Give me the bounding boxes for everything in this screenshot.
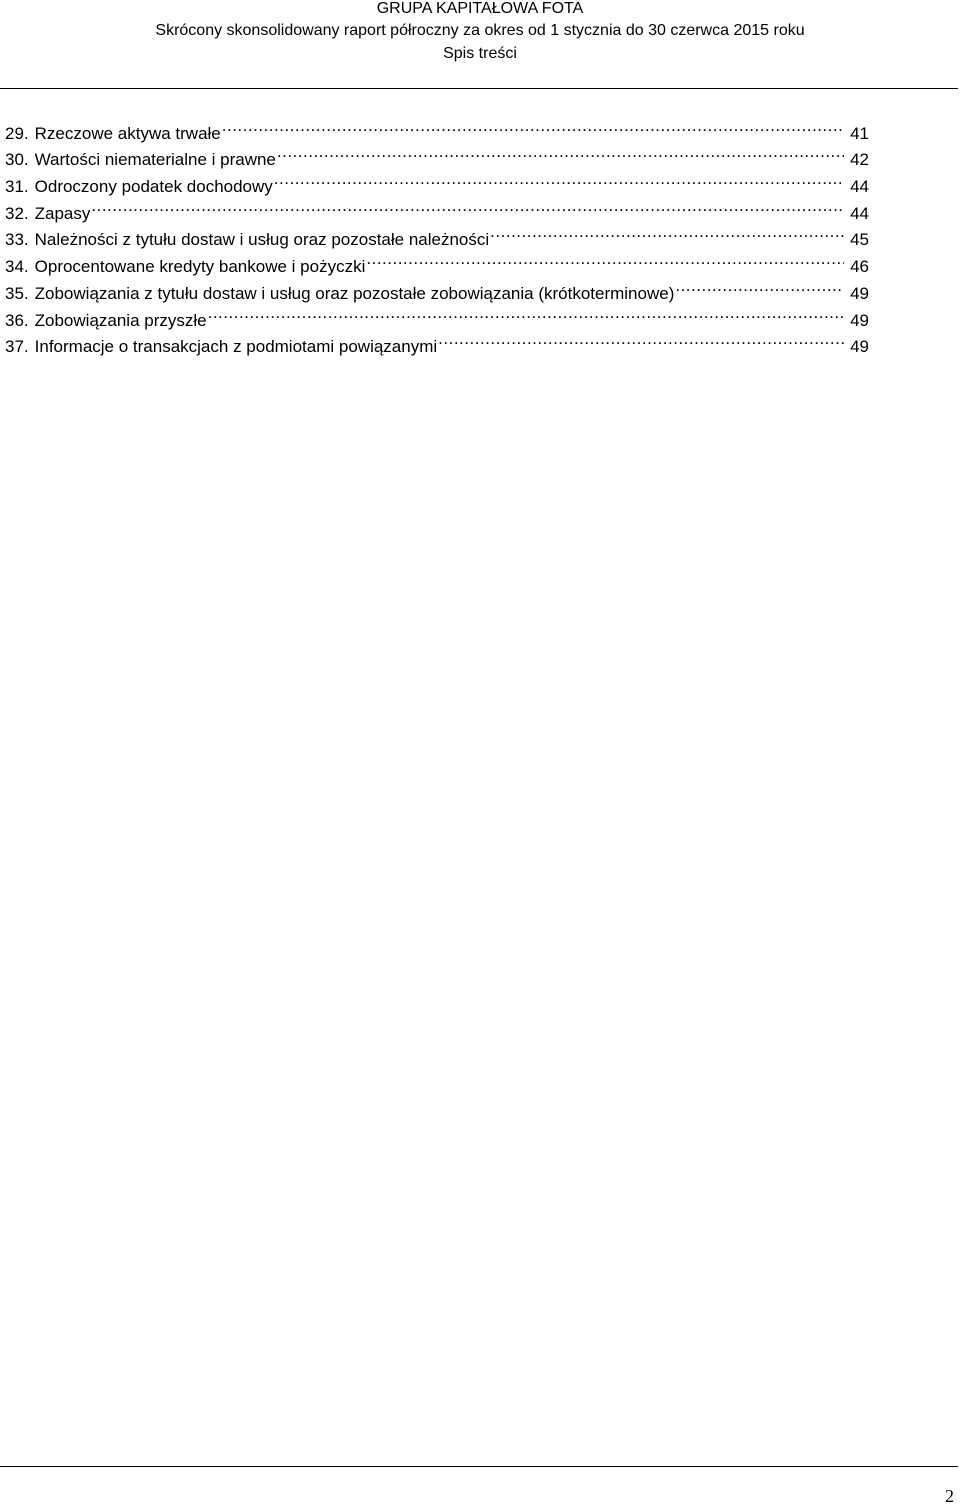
- toc-entry-title: Wartości niematerialne i prawne: [34, 150, 276, 170]
- toc-entry-page: 49: [850, 310, 869, 330]
- toc-entry-title: Informacje o transakcjach z podmiotami powiązanymi: [34, 337, 438, 357]
- toc-entry-title: Zobowiązania z tytułu dostaw i usług oraz pozostałe zobowiązania (krótkoterminowe): [34, 283, 675, 303]
- toc-entry-number: 33.: [5, 230, 29, 250]
- toc-entry-number: 34.: [5, 257, 29, 277]
- toc-entry-page: 42: [850, 150, 869, 170]
- header-divider: [0, 88, 958, 89]
- toc-entry-number: 37.: [5, 337, 29, 357]
- toc-dot-leader: [438, 326, 844, 353]
- toc-entry-title: Zapasy: [34, 203, 91, 223]
- toc-entry-page: 49: [850, 283, 869, 303]
- toc-dot-leader: [490, 219, 844, 246]
- toc-entry-29[interactable]: [5, 112, 869, 143]
- company-name: GRUPA KAPITAŁOWA FOTA: [376, 0, 584, 17]
- toc-entry-title: Oprocentowane kredyty bankowe i pożyczki: [34, 257, 366, 277]
- toc-entry-page: 44: [850, 203, 869, 223]
- toc-entry-title: Odroczony podatek dochodowy: [34, 177, 273, 197]
- toc-entry-number: 31.: [5, 177, 29, 197]
- table-of-contents: [5, 112, 869, 357]
- report-title: Skrócony skonsolidowany raport półroczny za okres od 1 stycznia do 30 czerwca 2015 roku: [155, 22, 805, 39]
- toc-entry-number: 29.: [5, 123, 29, 143]
- toc-entry-32[interactable]: [5, 192, 869, 223]
- toc-entry-number: 30.: [5, 150, 29, 170]
- toc-entry-page: 45: [850, 230, 869, 250]
- toc-entry-page: 44: [850, 177, 869, 197]
- toc-dot-leader: [274, 165, 844, 192]
- toc-dot-leader: [91, 192, 844, 219]
- toc-entry-page: 41: [850, 123, 869, 143]
- toc-entry-title: Zobowiązania przyszłe: [34, 310, 207, 330]
- toc-dot-leader: [222, 112, 844, 139]
- toc-entry-number: 32.: [5, 203, 29, 223]
- toc-entry-page: 46: [850, 257, 869, 277]
- section-title: Spis treści: [443, 45, 517, 62]
- toc-entry-page: 49: [850, 337, 869, 357]
- toc-entry-33[interactable]: [5, 219, 869, 250]
- toc-entry-title: Należności z tytułu dostaw i usług oraz pozostałe należności: [34, 230, 490, 250]
- page-number: 2: [945, 1486, 954, 1506]
- toc-dot-leader: [208, 299, 844, 326]
- toc-dot-leader: [675, 272, 844, 299]
- toc-dot-leader: [366, 245, 844, 272]
- footer-divider: [0, 1466, 958, 1467]
- toc-entry-number: 36.: [5, 310, 29, 330]
- toc-dot-leader: [277, 139, 844, 166]
- toc-entry-title: Rzeczowe aktywa trwałe: [34, 123, 221, 143]
- toc-entry-number: 35.: [5, 283, 29, 303]
